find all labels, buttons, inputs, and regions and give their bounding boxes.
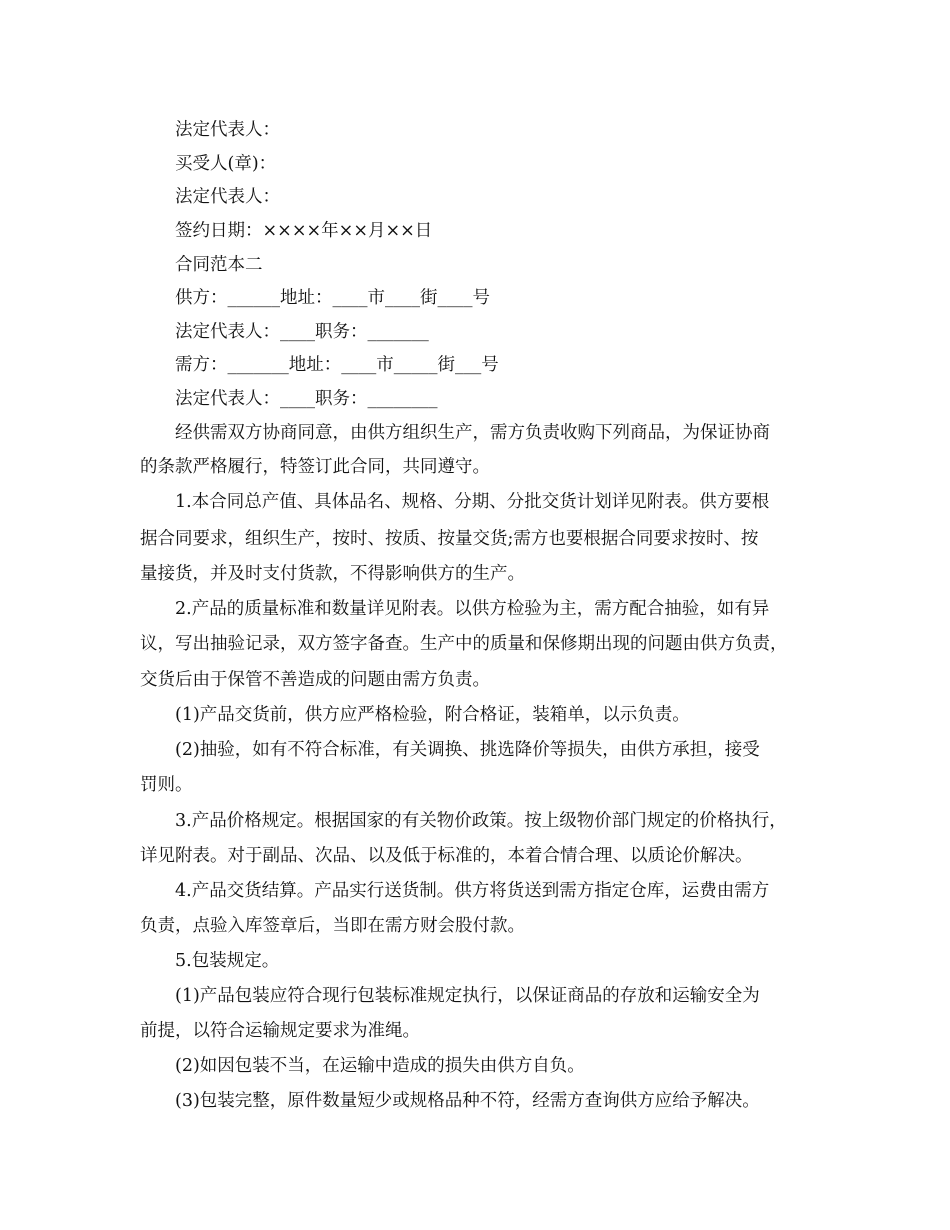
paragraph-line: 详见附表。对于副品、次品、以及低于标准的，本着合情合理、以质论价解决。 xyxy=(140,846,753,866)
paragraph-line: 经供需双方协商同意，由供方组织生产，需方负责收购下列商品，为保证协商 xyxy=(175,423,770,443)
paragraph-line: 罚则。 xyxy=(140,775,193,795)
text-line: 法定代表人： xyxy=(175,120,280,140)
paragraph-line: 议，写出抽验记录，双方签字备查。生产中的质量和保修期出现的问题由供方负责， xyxy=(140,634,788,654)
paragraph-line: (2)如因包装不当，在运输中造成的损失由供方自负。 xyxy=(175,1056,585,1076)
paragraph-line: 前提，以符合运输规定要求为准绳。 xyxy=(140,1021,420,1041)
text-line: 法定代表人：____职务：________ xyxy=(175,389,438,409)
paragraph-line: 的条款严格履行，特签订此合同，共同遵守。 xyxy=(140,457,490,477)
text-line: 法定代表人： xyxy=(175,187,280,207)
paragraph-line: (1)产品包装应符合现行包装标准规定执行，以保证商品的存放和运输安全为 xyxy=(175,986,760,1006)
section-title: 合同范本二 xyxy=(175,255,263,275)
paragraph-line: (2)抽验，如有不符合标准，有关调换、挑选降价等损失，由供方承担，接受 xyxy=(175,740,760,760)
text-line: 签约日期：××××年××月××日 xyxy=(175,221,433,241)
paragraph-line: (1)产品交货前，供方应严格检验，附合格证，装箱单，以示负责。 xyxy=(175,705,690,725)
paragraph-line: 3.产品价格规定。根据国家的有关物价政策。按上级物价部门规定的价格执行， xyxy=(175,811,787,831)
paragraph-line: 交货后由于保管不善造成的问题由需方负责。 xyxy=(140,670,490,690)
paragraph-line: 据合同要求，组织生产，按时、按质、按量交货;需方也要根据合同要求按时、按 xyxy=(140,529,759,549)
paragraph-line: 负责，点验入库签章后，当即在需方财会股付款。 xyxy=(140,916,525,936)
paragraph-line: 2.产品的质量标准和数量详见附表。以供方检验为主，需方配合抽验，如有异 xyxy=(175,599,770,619)
paragraph-line: 5.包装规定。 xyxy=(175,951,280,971)
paragraph-line: (3)包装完整，原件数量短少或规格品种不符，经需方查询供方应给予解决。 xyxy=(175,1091,760,1111)
text-line: 供方：______地址：____市____街____号 xyxy=(175,288,490,308)
text-line: 需方：_______地址：____市_____街___号 xyxy=(175,355,499,375)
text-line: 买受人(章)： xyxy=(175,154,277,174)
paragraph-line: 4.产品交货结算。产品实行送货制。供方将货送到需方指定仓库，运费由需方 xyxy=(175,881,770,901)
text-line: 法定代表人：____职务：_______ xyxy=(175,322,429,342)
paragraph-line: 1.本合同总产值、具体品名、规格、分期、分批交货计划详见附表。供方要根 xyxy=(175,492,770,512)
paragraph-line: 量接货，并及时支付货款，不得影响供方的生产。 xyxy=(140,564,525,584)
